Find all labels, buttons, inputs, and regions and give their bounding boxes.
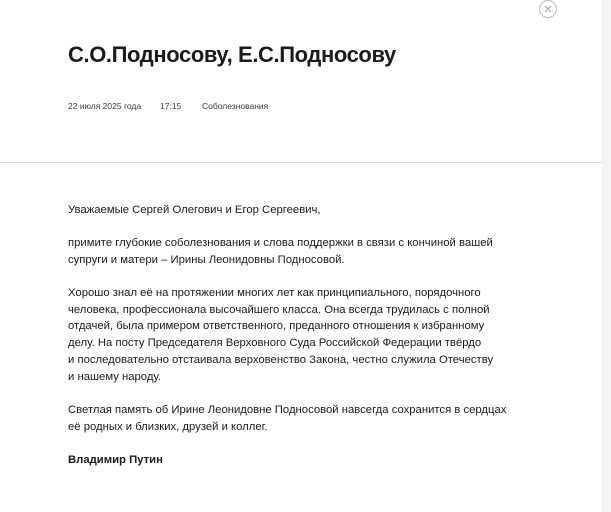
paragraph-line: отдачей, была примером ответственного, преданного отношения к избранному — [68, 320, 485, 333]
paragraph-line: Хорошо знал её на протяжении многих лет как принципиального, порядочного — [68, 286, 481, 299]
paragraph-3 — [68, 402, 508, 436]
publish-time: 17:15 — [160, 101, 182, 111]
greeting: Уважаемые Сергей Олегович и Егор Сергеевич, — [68, 204, 321, 216]
meta-line — [68, 101, 268, 111]
paragraph-line: человека, профессионала высочайшего класса. Она всегда трудилась с полной — [68, 303, 490, 316]
signature: Владимир Путин — [68, 453, 163, 466]
paragraph-line: Светлая память об Ирине Леонидовне Подносовой навсегда сохранится в сердцах — [68, 403, 507, 416]
category-link[interactable]: Соболезнования — [202, 101, 269, 111]
paragraph-line: делу. На посту Председателя Верховного Суда Российской Федерации твёрдо — [68, 337, 482, 350]
letter-body — [68, 202, 508, 485]
scrollbar-track[interactable] — [602, 0, 611, 512]
close-icon — [540, 1, 556, 17]
paragraph-line: и нашему народу. — [68, 370, 162, 383]
paragraph-line: и последовательно отстаивала верховенство Закона, честно служила Отечеству — [68, 353, 494, 366]
header — [0, 0, 602, 163]
page-title: С.О.Подносову, Е.С.Подносову — [68, 42, 396, 67]
paragraph-line: супруги и матери – Ирины Леонидовны Подносовой. — [68, 253, 345, 266]
publish-date: 22 июля 2025 года — [68, 101, 142, 111]
paragraph-line: её родных и близких, друзей и коллег. — [68, 420, 268, 433]
paragraph-line: примите глубокие соболезнования и слова поддержки в связи с кончиной вашей — [68, 236, 493, 249]
paragraph-1 — [68, 235, 508, 269]
close-button[interactable] — [539, 0, 557, 18]
paragraph-2 — [68, 285, 508, 386]
